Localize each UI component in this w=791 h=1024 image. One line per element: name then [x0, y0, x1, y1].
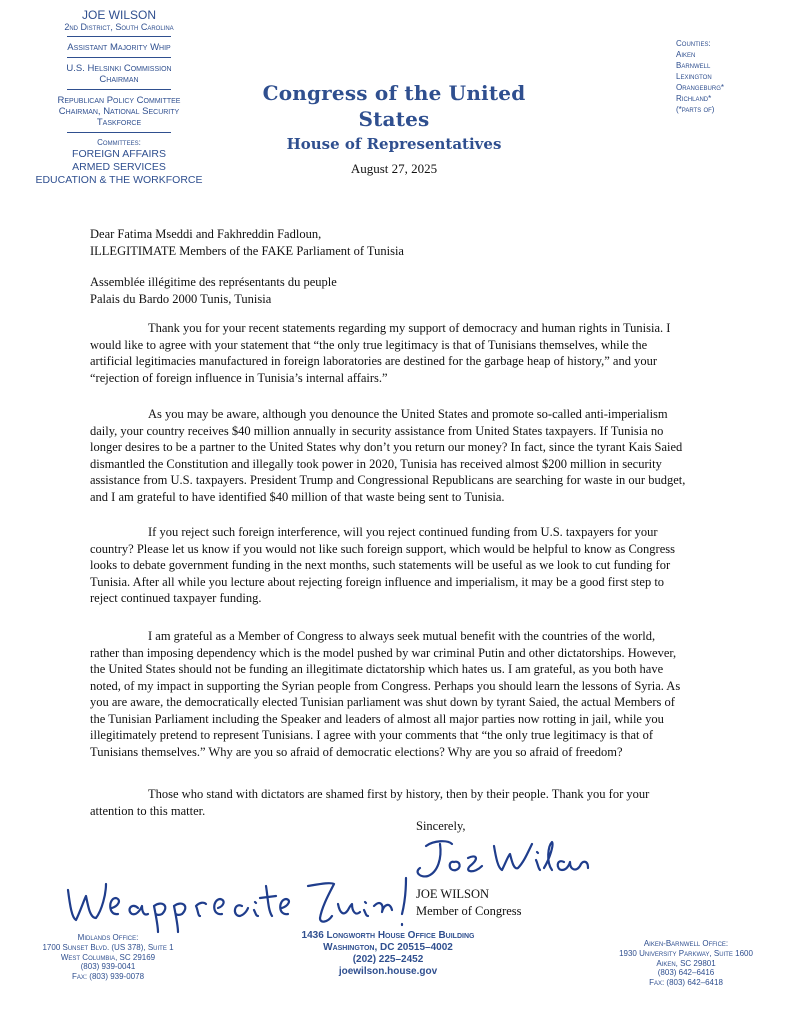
committee-item: ARMED SERVICES — [72, 161, 166, 173]
member-name: JOE WILSON — [81, 8, 156, 22]
office-phone: (803) 939-0041 — [80, 962, 136, 972]
body-paragraph: Thank you for your recent statements regarding my support of democracy and human rights in Tunisia. I would like to agree with your statement that “the only true legitimacy is that of Tunisians themselves, while the artificial legitimacies manufactured in foreign laboratories are destined for the garbage heap of history,” and your “rejection of foreign influence in Tunisia’s internal affairs.” — [90, 321, 671, 385]
office-address: 1700 Sunset Blvd. (US 378), Suite 1 — [42, 942, 174, 952]
closing-sincerely: Sincerely, — [416, 819, 466, 833]
signer-title: Member of Congress — [416, 903, 522, 918]
body-paragraph: I am grateful as a Member of Congress to always seek mutual benefit with the countries of the world, rather than imposing dependency which is the model pushed by war criminal Putin and other dictatorships. However, the United States should not be funding an illegitimate dictatorship which hates us. I am grateful, as you both have noted, of my impact in supporting the Syrian people from Congress. Perhaps you should learn the lessons of Syria. As you are aware, the democratically elected Tunisian parliament was shut down by tyrant Saied, the actual Members of the Tunisian Parliament including the Speaker and leaders of almost all major parties now rotting in jail, while you illegitimately pretend to represent Tunisians. I agree with your comments that “the only true legitimacy is that of Tunisians themselves.” Why are you so afraid of democratic elections? Why are you so afraid of freedom? — [90, 629, 681, 759]
rpc-line2: Chairman, National Security — [58, 106, 180, 117]
letterhead-title: Congress of the United States — [262, 81, 526, 131]
county-item: Lexington — [676, 72, 712, 81]
office-phone: (202) 225–2452 — [352, 954, 424, 965]
signer-name: JOE WILSON — [416, 887, 490, 901]
office-address: 1930 University Parkway, Suite 1600 — [619, 948, 753, 958]
signature — [404, 832, 604, 886]
whip-title: Assistant Majority Whip — [67, 42, 171, 53]
office-label: Midlands Office: — [77, 933, 139, 942]
counties-list — [676, 38, 786, 115]
county-item: Richland* — [676, 94, 712, 103]
office-fax: Fax: (803) 939-0078 — [71, 972, 145, 982]
washington-office — [258, 930, 518, 978]
office-website: joewilson.house.gov — [338, 966, 438, 977]
rpc-line3: Taskforce — [96, 117, 142, 128]
body-paragraph: As you may be aware, although you denounce the United States and promote so-called anti-imperialism daily, your country receives $40 million annually in security assistance from United States taxpayers. If Tunisia no longer desires to be a partner to the United States why don’t you return our money? In fact, since the tyrant Kais Saied dismantled the Constitution and illegally took power in 2020, Tunisia has received almost $200 million in security assistance from U.S. taxpayers. President Trump and Congressional Republicans are searching for waste in our budget, and I am grateful to have identified $40 million of that waste being sent to Tunisia. — [90, 407, 686, 504]
letterhead-subtitle: House of Representatives — [286, 135, 502, 153]
office-city: Washington, DC 20515–4002 — [323, 942, 453, 953]
recipient-address — [90, 274, 686, 307]
committee-item: FOREIGN AFFAIRS — [72, 148, 166, 160]
body-paragraph: Those who stand with dictators are shamed first by history, then by their people. Thank you for your attention to this matter. — [90, 787, 650, 818]
divider — [67, 132, 171, 133]
county-item: Aiken — [676, 50, 696, 59]
divider — [67, 36, 171, 37]
salutation-line: Dear Fatima Mseddi and Fakhreddin Fadloun, — [90, 227, 322, 241]
helsinki-line2: Chairman — [99, 74, 139, 85]
county-item: Orangeburg* — [676, 83, 725, 92]
helsinki-line1: U.S. Helsinki Commission — [66, 63, 172, 74]
counties-label: Counties: — [676, 39, 711, 48]
letter-date: August 27, 2025 — [350, 161, 438, 176]
committees-label: Committees: — [97, 138, 141, 147]
office-city: Aiken, SC 29801 — [656, 958, 716, 968]
office-address: 1436 Longworth House Office Building — [301, 930, 475, 941]
midlands-office — [8, 933, 208, 982]
address-line: Palais du Bardo 2000 Tunis, Tunisia — [90, 291, 272, 306]
office-city: West Columbia, SC 29169 — [60, 952, 156, 962]
closing-name-block — [416, 886, 522, 919]
divider — [67, 57, 171, 58]
office-label: Aiken-Barnwell Office: — [643, 939, 729, 948]
recipient-title: ILLEGITIMATE Members of the FAKE Parliament of Tunisia — [90, 243, 404, 258]
county-item: Barnwell — [676, 61, 711, 70]
member-info-column — [6, 8, 232, 187]
office-fax: Fax: (803) 642–6418 — [649, 978, 723, 988]
address-line: Assemblée illégitime des représentants du peuple — [90, 275, 337, 289]
member-district: 2nd District, South Carolina — [64, 22, 174, 32]
salutation — [90, 226, 686, 259]
committee-item: EDUCATION & THE WORKFORCE — [35, 174, 203, 186]
rpc-line1: Republican Policy Committee — [57, 95, 181, 106]
office-phone: (803) 642–6416 — [657, 968, 715, 978]
divider — [67, 89, 171, 90]
county-item: (*parts of) — [676, 105, 715, 114]
handwritten-note — [62, 872, 414, 934]
letterhead — [226, 80, 562, 177]
aiken-barnwell-office — [588, 939, 784, 988]
body-paragraph: If you reject such foreign interference, will you reject continued funding from U.S. taxpayers for your country? Please let us know if you would not like such foreign support, which would be helpful to know as Congress looks to debate government funding in the next months, such statements will be useful as we look to cut funding for Tunisia. After all while you lecture about rejecting foreign influence and imperialism, it may be a good first step to reject continued taxpayer funding. — [90, 525, 675, 605]
